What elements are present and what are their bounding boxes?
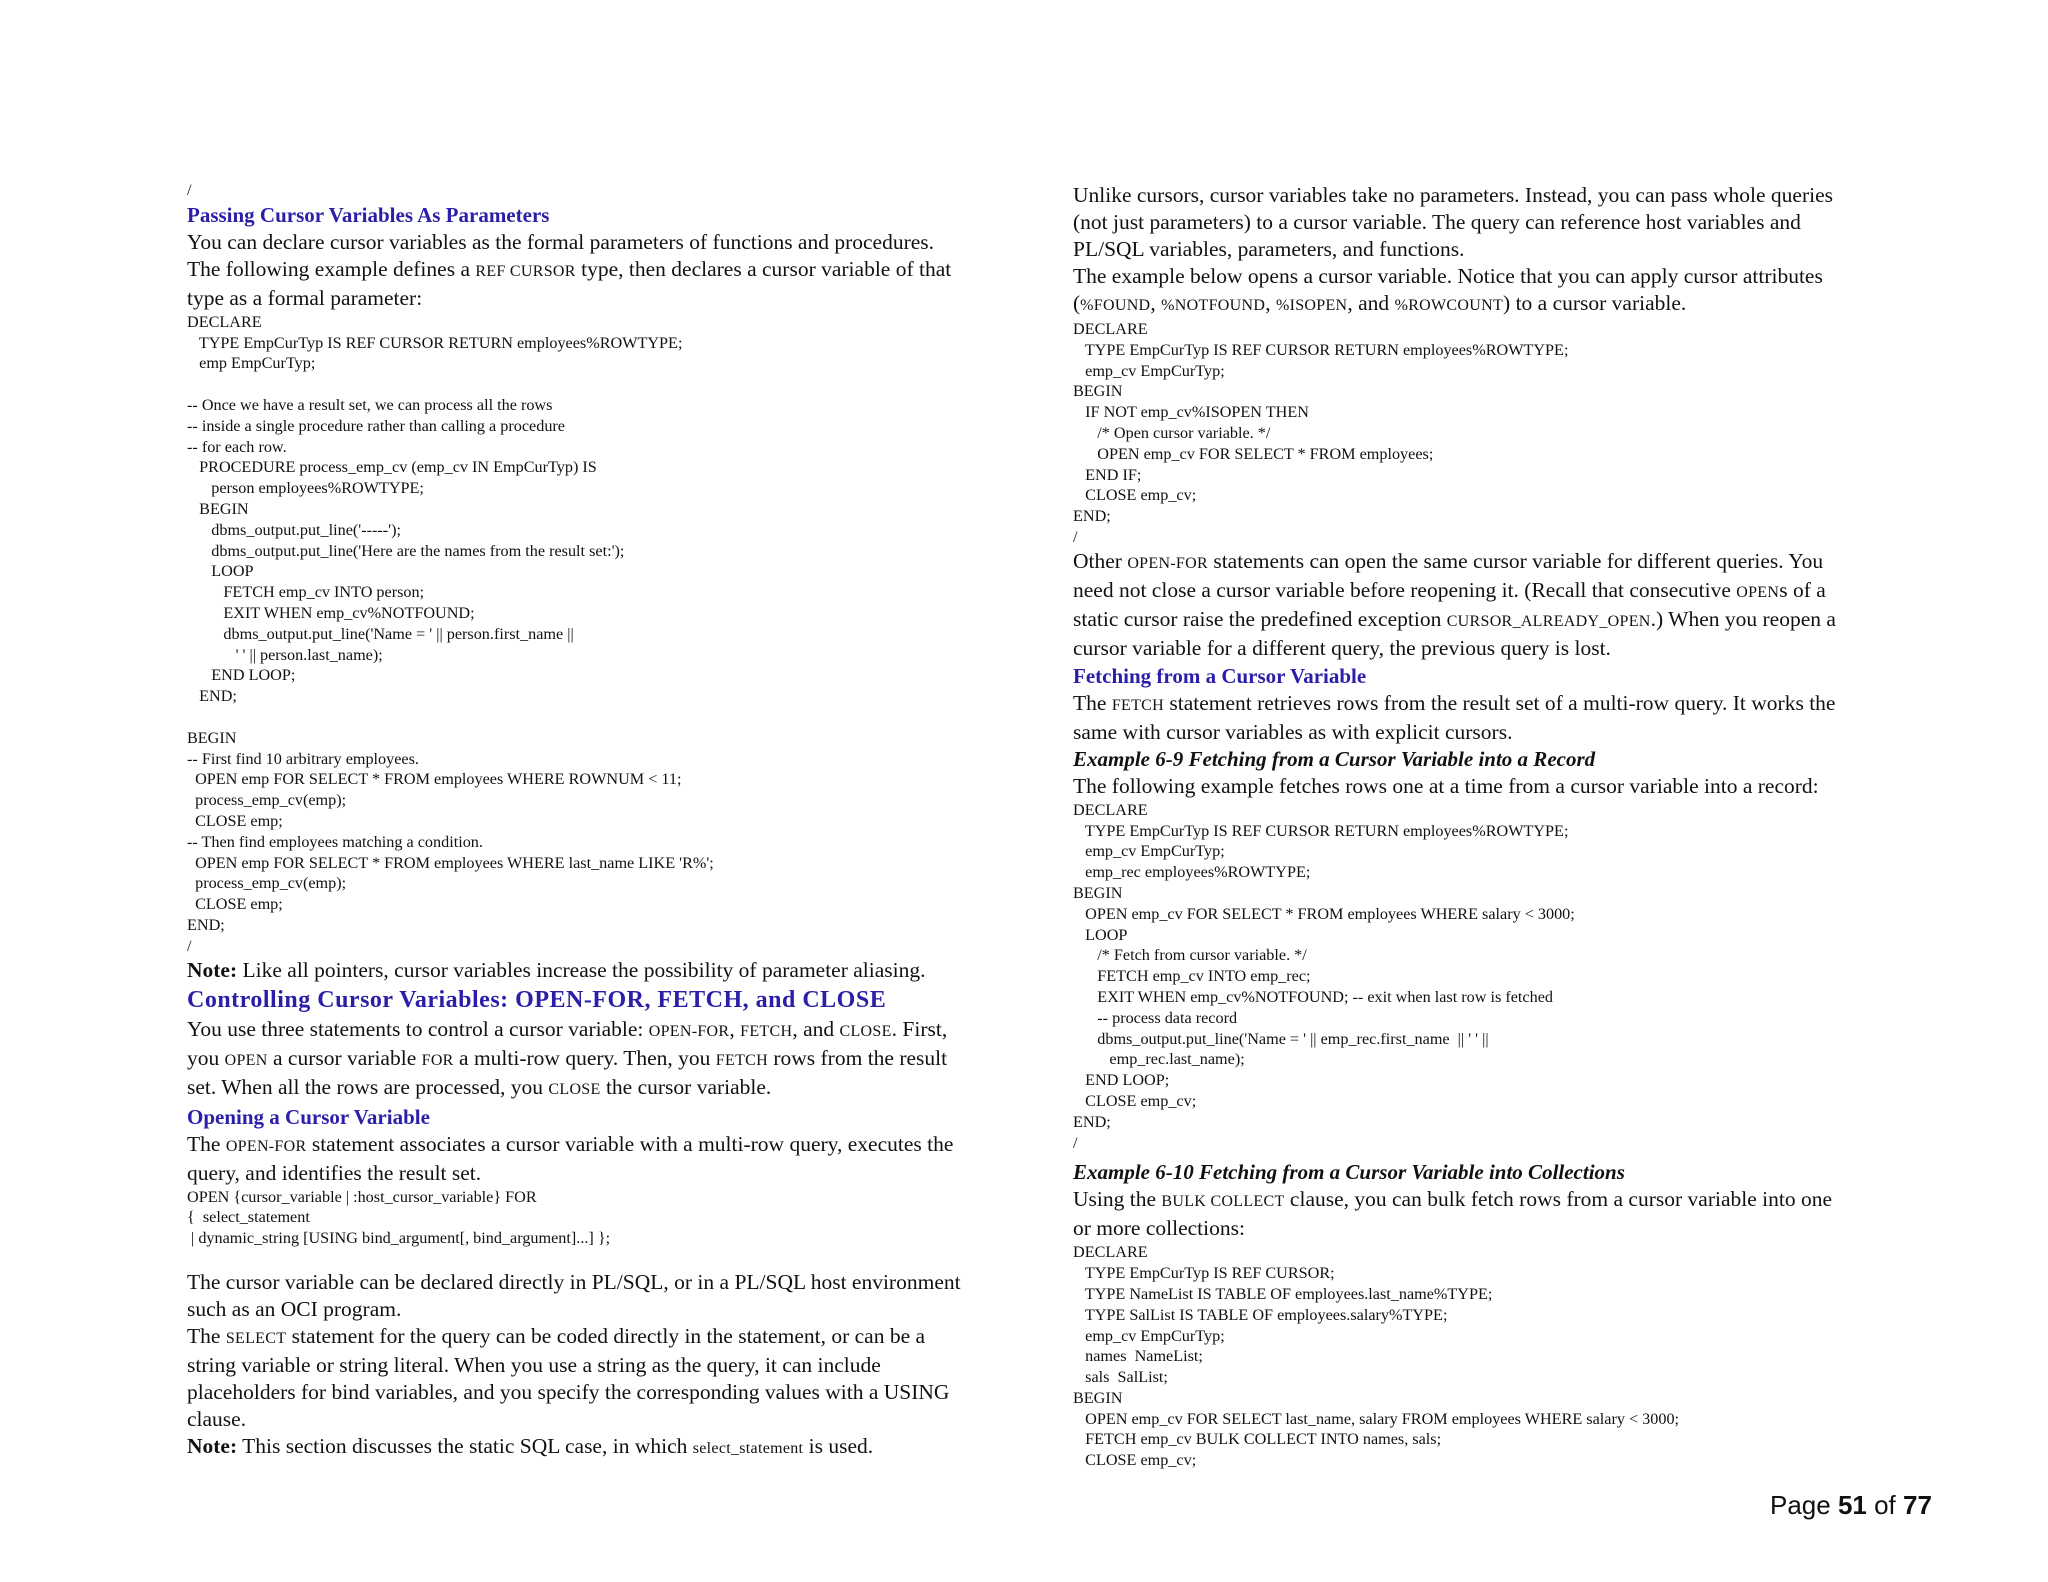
code-line: CLOSE emp_cv;	[1073, 1091, 1197, 1110]
code-line: FETCH emp_cv INTO person;	[187, 583, 425, 602]
paragraph-declare-params: You can declare cursor variables as the formal parameters of functions and procedures. The following example defines a REF CURSOR type, then declares a cursor variable of that type as a formal parameter:	[187, 229, 952, 310]
code-line: process_emp_cv(emp);	[187, 791, 347, 810]
code-line: -- process data record	[1073, 1008, 1238, 1027]
code-line: BEGIN	[1073, 382, 1123, 401]
note-aliasing: Note: Like all pointers, cursor variables increase the possibility of parameter aliasing.	[187, 957, 926, 982]
example-6-10-title: Example 6-10 Fetching from a Cursor Variable into Collections	[1073, 1160, 1625, 1185]
code-line: person employees%ROWTYPE;	[187, 479, 424, 498]
code-line: names NameList;	[1073, 1347, 1203, 1366]
section-heading-passing: Passing Cursor Variables As Parameters	[187, 202, 550, 227]
code-line: END LOOP;	[187, 666, 296, 685]
code-line: emp_cv EmpCurTyp;	[1073, 1326, 1225, 1345]
code-line: BEGIN	[1073, 883, 1123, 902]
code-line	[187, 707, 1037, 728]
code-line: ' ' || person.last_name);	[187, 645, 383, 664]
code-line: DECLARE	[187, 312, 262, 331]
code-line: TYPE NameList IS TABLE OF employees.last_name%TYPE;	[1073, 1284, 1493, 1303]
code-line: emp EmpCurTyp;	[187, 354, 316, 373]
code-line: OPEN emp_cv FOR SELECT last_name, salary FROM employees WHERE salary < 3000;	[1073, 1409, 1680, 1428]
code-line: END;	[187, 915, 225, 934]
code-line: OPEN emp_cv FOR SELECT * FROM employees WHERE salary < 3000;	[1073, 904, 1575, 923]
note-label: Note:	[187, 1433, 238, 1458]
code-line: /	[1073, 527, 1078, 546]
code-line: LOOP	[187, 562, 254, 581]
keyword-ref-cursor: REF CURSOR	[475, 262, 576, 280]
page-number: Page 51 of 77	[1770, 1490, 1932, 1520]
code-line: -- First find 10 arbitrary employees.	[187, 749, 419, 768]
code-line: PROCEDURE process_emp_cv (emp_cv IN EmpCurTyp) IS	[187, 458, 597, 477]
code-line: -- inside a single procedure rather than calling a procedure	[187, 416, 565, 435]
code-line: CLOSE emp_cv;	[1073, 486, 1197, 505]
code-line: { select_statement	[187, 1208, 310, 1227]
paragraph-declaration: The cursor variable can be declared directly in PL/SQL, or in a PL/SQL host environment such as an OCI program. The SELECT statement for the query can be coded directly in the statement, or can be a string variable or string literal. When you use a string as the query, it can include placeholders for bind variables, and you specify the corresponding values with a USING clause.	[187, 1269, 961, 1431]
code-line: CLOSE emp;	[187, 895, 283, 914]
left-column	[187, 180, 1037, 1462]
slash-separator: /	[187, 181, 192, 199]
code-line: TYPE EmpCurTyp IS REF CURSOR;	[1073, 1264, 1335, 1283]
code-line: LOOP	[1073, 925, 1128, 944]
code-line: /	[187, 936, 192, 955]
code-block-fetch-record	[1073, 800, 1923, 1154]
code-line: OPEN {cursor_variable | :host_cursor_variable} FOR	[187, 1187, 537, 1206]
code-line: dbms_output.put_line('Here are the names from the result set:');	[187, 541, 625, 560]
code-line: BEGIN	[187, 499, 249, 518]
spacer	[187, 1249, 1037, 1269]
code-line: -- Then find employees matching a condition.	[187, 832, 483, 851]
code-line: TYPE SalList IS TABLE OF employees.salary%TYPE;	[1073, 1305, 1448, 1324]
code-line: END;	[1073, 1112, 1111, 1131]
code-line: OPEN emp_cv FOR SELECT * FROM employees;	[1073, 444, 1434, 463]
code-block-bulk-collect	[1073, 1242, 1923, 1471]
code-line: emp_rec employees%ROWTYPE;	[1073, 863, 1311, 882]
note-label: Note:	[187, 957, 238, 982]
code-line: DECLARE	[1073, 320, 1148, 338]
code-line: END;	[187, 687, 237, 706]
code-line: TYPE EmpCurTyp IS REF CURSOR RETURN employees%ROWTYPE;	[187, 333, 683, 352]
code-line: | dynamic_string [USING bind_argument[, bind_argument]...] };	[187, 1229, 611, 1248]
code-line: dbms_output.put_line('Name = ' || person.first_name ||	[187, 624, 574, 643]
example-6-9-title: Example 6-9 Fetching from a Cursor Variable into a Record	[1073, 746, 1596, 771]
paragraph-reopen: Other OPEN-FOR statements can open the same cursor variable for different queries. You need not close a cursor variable before reopening it. (Recall that consecutive OPENs of a static cursor raise the predefined exception CURSOR_ALREADY_OPEN.) When you reopen a cursor variable for a different query, the previous query is lost.	[1073, 548, 1836, 660]
code-line: TYPE EmpCurTyp IS REF CURSOR RETURN employees%ROWTYPE;	[1073, 340, 1569, 359]
code-line: /	[1073, 1133, 1078, 1152]
code-block-open-cursor	[1073, 319, 1923, 548]
current-page: 51	[1837, 1490, 1867, 1520]
code-line: OPEN emp FOR SELECT * FROM employees WHERE ROWNUM < 11;	[187, 770, 682, 789]
right-column	[1073, 182, 1923, 1471]
code-line: DECLARE	[1073, 1243, 1148, 1262]
code-line: emp_rec.last_name);	[1073, 1050, 1245, 1069]
code-line: /* Open cursor variable. */	[1073, 423, 1271, 442]
code-line: CLOSE emp;	[187, 811, 283, 830]
example-6-10-description: Using the BULK COLLECT clause, you can bulk fetch rows from a cursor variable into one or more collections:	[1073, 1187, 1833, 1241]
code-line: -- for each row.	[187, 437, 287, 456]
code-line: emp_cv EmpCurTyp;	[1073, 361, 1225, 380]
paragraph-opening: The OPEN-FOR statement associates a cursor variable with a multi-row query, executes the query, and identifies the result set.	[187, 1131, 954, 1185]
code-line: dbms_output.put_line('-----');	[187, 520, 401, 539]
code-block-process-emp	[187, 312, 1037, 957]
code-line: EXIT WHEN emp_cv%NOTFOUND;	[187, 603, 475, 622]
code-line: BEGIN	[187, 728, 237, 747]
code-line: /* Fetch from cursor variable. */	[1073, 946, 1307, 965]
code-line: sals SalList;	[1073, 1368, 1168, 1387]
code-line: IF NOT emp_cv%ISOPEN THEN	[1073, 403, 1309, 422]
code-line: END LOOP;	[1073, 1071, 1170, 1090]
code-line: END IF;	[1073, 465, 1142, 484]
section-heading-opening: Opening a Cursor Variable	[187, 1104, 430, 1129]
section-heading-controlling: Controlling Cursor Variables: OPEN-FOR, FETCH, and CLOSE	[187, 986, 887, 1013]
code-line: process_emp_cv(emp);	[187, 874, 347, 893]
code-line: END;	[1073, 507, 1111, 526]
code-line: OPEN emp FOR SELECT * FROM employees WHERE last_name LIKE 'R%';	[187, 853, 714, 872]
total-pages: 77	[1903, 1490, 1932, 1520]
code-block-open-syntax	[187, 1187, 1037, 1249]
code-line: TYPE EmpCurTyp IS REF CURSOR RETURN employees%ROWTYPE;	[1073, 821, 1569, 840]
paragraph-fetching: The FETCH statement retrieves rows from the result set of a multi-row query. It works the same with cursor variables as with explicit cursors.	[1073, 690, 1836, 744]
code-line	[187, 374, 1037, 395]
section-heading-fetching: Fetching from a Cursor Variable	[1073, 663, 1367, 688]
code-line: -- Once we have a result set, we can process all the rows	[187, 395, 553, 414]
code-line: CLOSE emp_cv;	[1073, 1451, 1197, 1470]
code-line: BEGIN	[1073, 1388, 1123, 1407]
code-line: DECLARE	[1073, 800, 1148, 819]
code-line: EXIT WHEN emp_cv%NOTFOUND; -- exit when last row is fetched	[1073, 987, 1553, 1006]
example-6-9-description: The following example fetches rows one at a time from a cursor variable into a record:	[1073, 773, 1819, 798]
paragraph-no-params: Unlike cursors, cursor variables take no parameters. Instead, you can pass whole queries (not just parameters) to a cursor variable. The query can reference host variables and PL/SQL variables, parameters, and functions. The example below opens a cursor variable. Notice that you can apply cursor attributes (%FOUND, %NOTFOUND, %ISOPEN, and %ROWCOUNT) to a cursor variable.	[1073, 183, 1834, 315]
code-line: dbms_output.put_line('Name = ' || emp_rec.first_name || ' ' ||	[1073, 1029, 1489, 1048]
paragraph-controlling: You use three statements to control a cursor variable: OPEN-FOR, FETCH, and CLOSE. First, you OPEN a cursor variable FOR a multi-row query. Then, you FETCH rows from the result set. When all the rows are processed, you CLOSE the cursor variable.	[187, 1016, 948, 1099]
note-static-sql: Note: This section discusses the static SQL case, in which select_statement is used.	[187, 1433, 874, 1458]
code-line: FETCH emp_cv BULK COLLECT INTO names, sals;	[1073, 1430, 1442, 1449]
code-line: emp_cv EmpCurTyp;	[1073, 842, 1225, 861]
code-line: FETCH emp_cv INTO emp_rec;	[1073, 967, 1311, 986]
